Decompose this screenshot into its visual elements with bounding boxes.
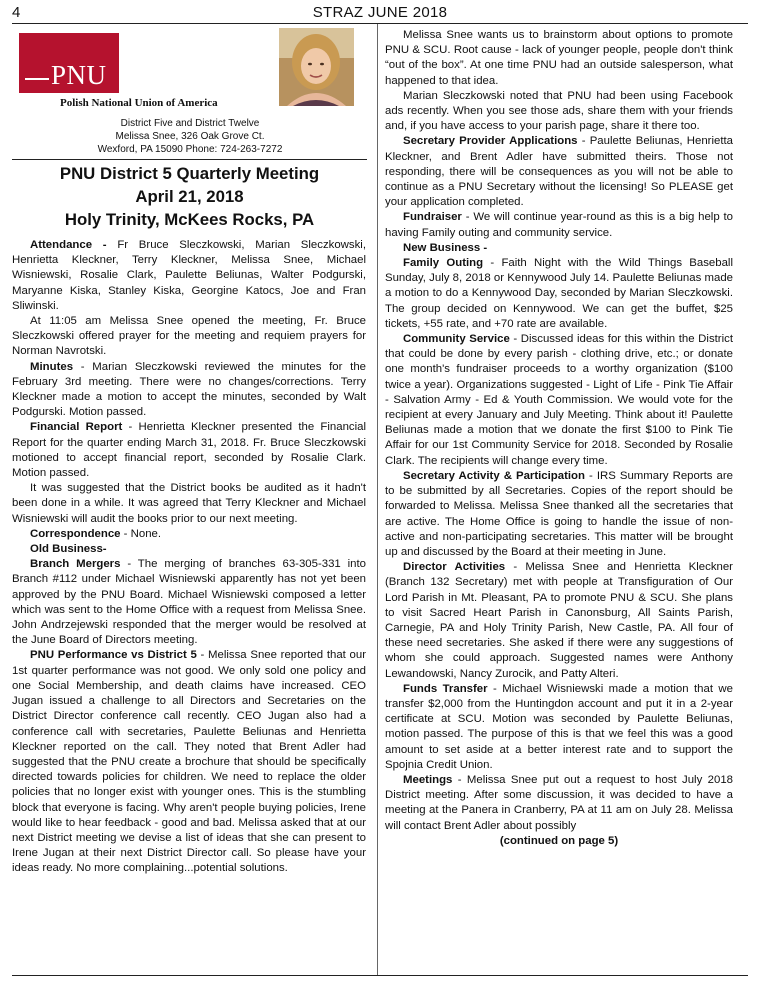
heading-correspondence: Correspondence bbox=[30, 527, 121, 540]
headline-line-1: PNU District 5 Quarterly Meeting bbox=[59, 164, 320, 183]
column-divider bbox=[377, 24, 378, 975]
paragraph-outing: Family Outing - Faith Night with the Wild Things Baseball Sunday, July 8, 2018 or Kennywood July 14. Paulette Beliunas made a motion to do a Kennywood Day, seconded by Marian Sleczkowski. The group decided on Kennywood. We can get the buffet, $25 tickets, +55 rate, and +70 rate are available. bbox=[385, 257, 733, 330]
paragraph-opening: At 11:05 am Melissa Snee opened the meeting, Fr. Bruce Sleczkowski offered prayer for the meeting and requiem prayers for Norman Navrotski. bbox=[12, 315, 366, 358]
paragraph-audit: It was suggested that the District books be audited as it hadn't been done in a while. It was agreed that Terry Kleckner and Michael Wisniewski will audit the books prior to our next meeting. bbox=[12, 482, 366, 525]
heading-attendance: Attendance - bbox=[30, 239, 118, 251]
paragraph-director: Director Activities - Melissa Snee and Henrietta Kleckner (Branch 132 Secretary) met with people at Transfiguration of Our Lord Parish in Mt. Pleasant, PA to promote PNU & SCU. She plans to visit Sacred Heart Parish in Canonsburg, All Saints Parish, Carnegie, PA and Holy Trinity Parish, New Castle, PA. All four of these need secretaries. She asked if there were any suggestions of whom she could approach. Suggested names were Anthony Lewandowski, Nancy Zurocik, and Patty Alteri. bbox=[385, 561, 733, 680]
paragraph-meetings: Meetings - Melissa Snee put out a request to host July 2018 District meeting. After some discussion, it was decided to have a meeting at the Panera in Cranberry, PA at 11 am on July 28. Melissa will contact Brent Adler about possibly bbox=[385, 773, 733, 832]
paragraph-financial: Financial Report - Henrietta Kleckner presented the Financial Report for the quarter ending March 31, 2018. Fr. Bruce Sleczkowski motioned to accept financial report, seconded by Rosalie Clark. Motion passed. bbox=[12, 421, 366, 480]
paragraph-facebook: Marian Sleczkowski noted that PNU had been using Facebook ads recently. When you see those ads, share them with your friends and, if you have access to your parish page, share it there too. bbox=[385, 89, 733, 133]
paragraph-performance: PNU Performance vs District 5 - Melissa Snee reported that our 1st quarter performance was not good. We only sold one policy and one Social Membership, and death claims have increased. CEO Jugan issued a challenge to all Directors and Secretaries on the District Director conference call recently. CEO Jugan also had a conference call with secretaries, Paulette Beliunas and Henrietta Kleckner reported on the call. They noted that Brent Adler had suggested that the PNU create a brochure that should be specifically directed towards policies for children. We need to replace the older policies that no longer exist with younger ones. This is the stumbling block that everyone is facing. Why aren't people buying policies, Irene would like to hear feedback - good and bad. Melissa asked that at our next District meeting we devise a list of ideas that she can present to Irene Jugan at their next District Director call. So please have your ideas ready. No more complaining...potential solutions. bbox=[12, 649, 366, 875]
heading-fundraiser: Fundraiser bbox=[403, 211, 462, 224]
logo-stripe bbox=[25, 78, 49, 80]
heading-community: Community Service bbox=[403, 333, 510, 346]
heading-old-business: Old Business- bbox=[30, 543, 107, 556]
headline-date: April 21, 2018 bbox=[135, 187, 244, 206]
heading-new-business: New Business - bbox=[403, 241, 488, 254]
paragraph-mergers: Branch Mergers - The merging of branches 63-305-331 into Branch #112 under Michael Wisniewski apparently has not yet been approved by the PNU Board. Michael Wisniewski composed a letter which was sent to the Home Office with a request from Melissa Snee. John Andrzejewski responded that the merger would be resolved at the June Board of Directors meeting. bbox=[12, 558, 366, 647]
heading-secretary: Secretary Provider Applications bbox=[403, 135, 578, 148]
top-rule bbox=[12, 23, 748, 24]
org-line-3: Wexford, PA 15090 Phone: 724-263-7272 bbox=[97, 144, 283, 155]
bottom-rule bbox=[12, 975, 748, 976]
portrait-image bbox=[279, 28, 354, 106]
paragraph-fundraiser: Fundraiser - We will continue year-round as this is a big help to having Family outing and community service. bbox=[385, 211, 733, 239]
heading-performance: PNU Performance vs District 5 bbox=[30, 649, 197, 662]
paragraph-brainstorm: Melissa Snee wants us to brainstorm about options to promote PNU & SCU. Root cause - lack of younger people, people don't think “out of the box”. At one time PNU had an outside salesperson, what happened to that idea. bbox=[385, 29, 733, 87]
left-column bbox=[12, 238, 366, 877]
org-line-2: Melissa Snee, 326 Oak Grove Ct. bbox=[115, 131, 265, 142]
page-number: 4 bbox=[12, 4, 21, 21]
heading-financial: Financial Report bbox=[30, 421, 123, 434]
continued-link[interactable]: (continued on page 5) bbox=[499, 834, 619, 847]
heading-funds: Funds Transfer bbox=[403, 682, 488, 695]
heading-outing: Family Outing bbox=[403, 257, 484, 270]
org-name: Polish National Union of America bbox=[60, 97, 218, 109]
heading-meetings: Meetings bbox=[403, 773, 453, 786]
paragraph-secretary: Secretary Provider Applications - Paulette Beliunas, Henrietta Kleckner, and Brent Adler have submitted theirs. Those not responding, there will be consequences as you will not be able to continue as a PNU Secretary without the licensing! So PLEASE get your application completed. bbox=[385, 135, 734, 209]
paragraph-community: Community Service - Discussed ideas for this within the District that could be done by every parish - clothing drive, etc.; or donate one month's fundraiser proceeds to a worthy organization ($100 twice a year). Organizations suggested - Light of Life - Pink Tie Affair - Salvation Army - Ed & Youth Commission. We would vote for the recipient at every January and July Meeting. Think about it! Paulette Beliunas made a motion that we donate the first $100 to Pink Tie Affair for our 1st Community Service for 2018. Seconded by Rosalie Clark. The recipients will change every time. bbox=[385, 333, 733, 467]
org-line-1: District Five and District Twelve bbox=[120, 118, 260, 129]
logo-text: PNU bbox=[51, 60, 107, 90]
pnu-logo bbox=[19, 33, 119, 93]
paragraph-attendance: Attendance - Fr Bruce Sleczkowski, Marian Sleczkowski, Henrietta Kleckner, Terry Kleckner, Melissa Snee, Michael Wisniewski, Rosalie Clark, Paulette Beliunas, Walter Podgurski, Maryanne Kiska, Stanley Kiska, Georgine Katocs, Joe and Fran Sliwinski. bbox=[12, 239, 366, 312]
heading-activity: Secretary Activity & Participation bbox=[403, 469, 585, 482]
paragraph-funds: Funds Transfer - Michael Wisniewski made a motion that we transfer $2,000 from the Huntingdon account and put it in a 2-year certificate at SCU. Motion was seconded by Paulette Beliunas, motion passed. The purpose of this is that we feel this was a good amount to set aside at a better interest rate and to support the Spojnia Credit Union. bbox=[385, 682, 733, 771]
paragraph-activity: Secretary Activity & Participation - IRS Summary Reports are to be submitted by all Secretaries. Copies of the report should be forwarded to Melissa. Melissa Snee thanked all the secretaries that are active. The Home Office is going to handle the issue of non-active and non-participating secretaries. This matter will be brought up and discussed by the Board at their meeting in June. bbox=[385, 469, 733, 558]
paragraph-minutes: Minutes - Marian Sleczkowski reviewed the minutes for the February 3rd meeting. There were no changes/corrections. Terry Kleckner made a motion to accept the minutes, seconded by Walt Podgurski. Motion passed. bbox=[12, 360, 366, 419]
portrait-photo bbox=[279, 28, 354, 106]
header-rule bbox=[12, 159, 367, 160]
running-head: STRAZ JUNE 2018 bbox=[312, 4, 448, 21]
heading-minutes: Minutes bbox=[30, 360, 74, 373]
heading-director: Director Activities bbox=[403, 561, 506, 574]
paragraph-correspondence: Correspondence - None. bbox=[30, 527, 162, 540]
right-column bbox=[385, 28, 733, 849]
heading-mergers: Branch Mergers bbox=[30, 558, 121, 571]
headline-location: Holy Trinity, McKees Rocks, PA bbox=[64, 210, 315, 229]
